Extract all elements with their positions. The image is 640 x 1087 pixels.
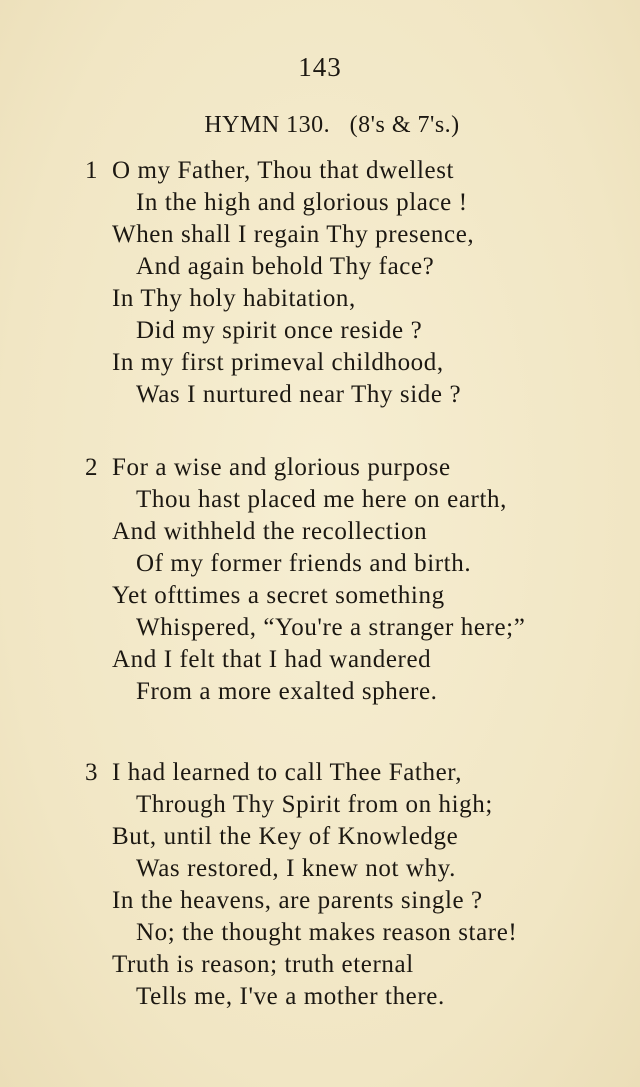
- verse-line: From a more exalted sphere.: [136, 678, 438, 705]
- verse-line: Yet ofttimes a secret something: [112, 582, 445, 609]
- verse-line: But, until the Key of Knowledge: [112, 823, 459, 850]
- verse-line: In the high and glorious place !: [136, 189, 468, 216]
- verse-line: Was restored, I knew not why.: [136, 855, 456, 882]
- verse-line: No; the thought makes reason stare!: [136, 919, 518, 946]
- verse-line: And again behold Thy face?: [136, 253, 435, 280]
- verse-line: O my Father, Thou that dwellest: [112, 157, 455, 184]
- verse-number: 3: [85, 759, 98, 786]
- verse-line: Truth is reason; truth eternal: [112, 951, 414, 978]
- verse-line: And withheld the recollection: [112, 518, 428, 545]
- verse-number: 1: [85, 157, 98, 184]
- verse-line: When shall I regain Thy presence,: [112, 221, 475, 248]
- verse-line: Was I nurtured near Thy side ?: [136, 381, 462, 408]
- verse-line: In the heavens, are parents single ?: [112, 887, 483, 914]
- verse-line: Did my spirit once reside ?: [136, 317, 423, 344]
- hymn-title: HYMN 130. (8's & 7's.): [204, 112, 460, 138]
- verse-line: Thou hast placed me here on earth,: [136, 486, 507, 513]
- verse-line: In my first primeval childhood,: [112, 349, 444, 376]
- verse-line: Of my former friends and birth.: [136, 550, 472, 577]
- verse-line: For a wise and glorious purpose: [112, 454, 451, 481]
- verse-line: Tells me, I've a mother there.: [136, 983, 445, 1010]
- verse-number: 2: [85, 454, 98, 481]
- verse-line: I had learned to call Thee Father,: [112, 759, 463, 786]
- verse-line: In Thy holy habitation,: [112, 285, 356, 312]
- verse-line: Whispered, “You're a stranger here;”: [136, 614, 526, 641]
- verse-line: Through Thy Spirit from on high;: [136, 791, 493, 818]
- verse-line: And I felt that I had wandered: [112, 646, 432, 673]
- page-number: 143: [298, 52, 342, 82]
